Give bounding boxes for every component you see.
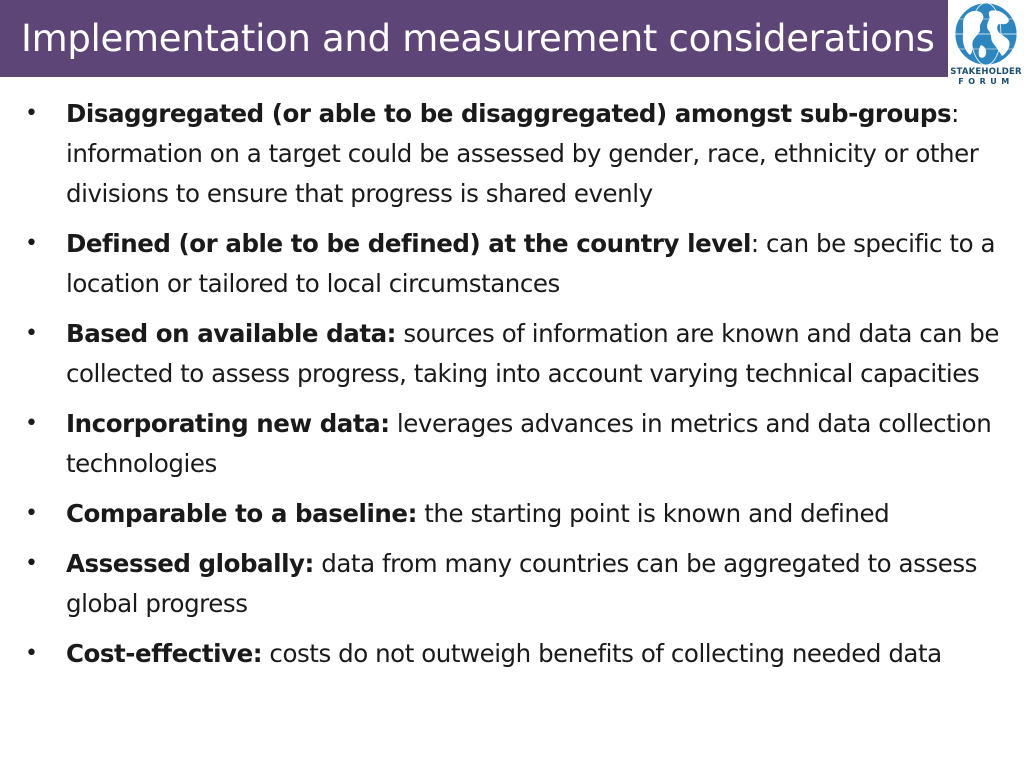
bullet-term: Comparable to a baseline: — [66, 499, 417, 528]
bullet-marker: • — [25, 501, 38, 526]
bullet-description: costs do not outweigh benefits of collecting needed data — [262, 639, 942, 668]
bullet-term: Based on available data: — [66, 319, 397, 348]
bullet-term: Assessed globally: — [66, 549, 314, 578]
bullet-description: the starting point is known and defined — [416, 499, 890, 528]
bullet-marker: • — [25, 411, 38, 436]
logo-text-forum: FORUM — [958, 77, 1014, 86]
bullet-term: Cost-effective: — [66, 639, 263, 668]
bullet-item-cost-effective — [0, 634, 1024, 674]
bullet-item-baseline — [0, 494, 1024, 534]
globe-icon — [954, 1, 1018, 67]
bullet-marker: • — [25, 101, 38, 126]
bullet-term: Disaggregated (or able to be disaggregated) amongst sub-groups — [66, 99, 952, 128]
bullet-item-available-data — [0, 314, 1024, 394]
bullet-description: information on a target could be assessed by gender, race, ethnicity or other divisions to ensure that progress is shared evenly — [66, 139, 979, 208]
bullet-marker: • — [25, 641, 38, 666]
bullet-term: Incorporating new data: — [66, 409, 390, 438]
bullet-item-assessed-globally — [0, 544, 1024, 624]
slide-title: Implementation and measurement considerations — [21, 17, 935, 60]
bullet-separator: : — [951, 99, 959, 128]
logo-text-stakeholder: STAKEHOLDER — [950, 67, 1022, 77]
bullet-marker: • — [25, 231, 38, 256]
bullet-item-country-level — [0, 224, 1024, 304]
bullet-list — [0, 94, 1024, 684]
bullet-description: sources of information are known and data can be collected to assess progress, taking into account varying technical capacities — [66, 319, 1000, 388]
bullet-marker: • — [25, 321, 38, 346]
bullet-item-disaggregated — [0, 94, 1024, 214]
bullet-description: can be specific to a location or tailored to local circumstances — [66, 229, 996, 298]
bullet-description: data from many countries can be aggregated to assess global progress — [66, 549, 977, 618]
bullet-marker: • — [25, 551, 38, 576]
bullet-term: Defined (or able to be defined) at the country level — [66, 229, 751, 258]
title-bar — [0, 0, 1024, 77]
bullet-item-new-data — [0, 404, 1024, 484]
stakeholder-forum-logo — [948, 0, 1024, 88]
bullet-separator: : — [750, 229, 759, 258]
bullet-description: leverages advances in metrics and data collection technologies — [66, 409, 992, 478]
